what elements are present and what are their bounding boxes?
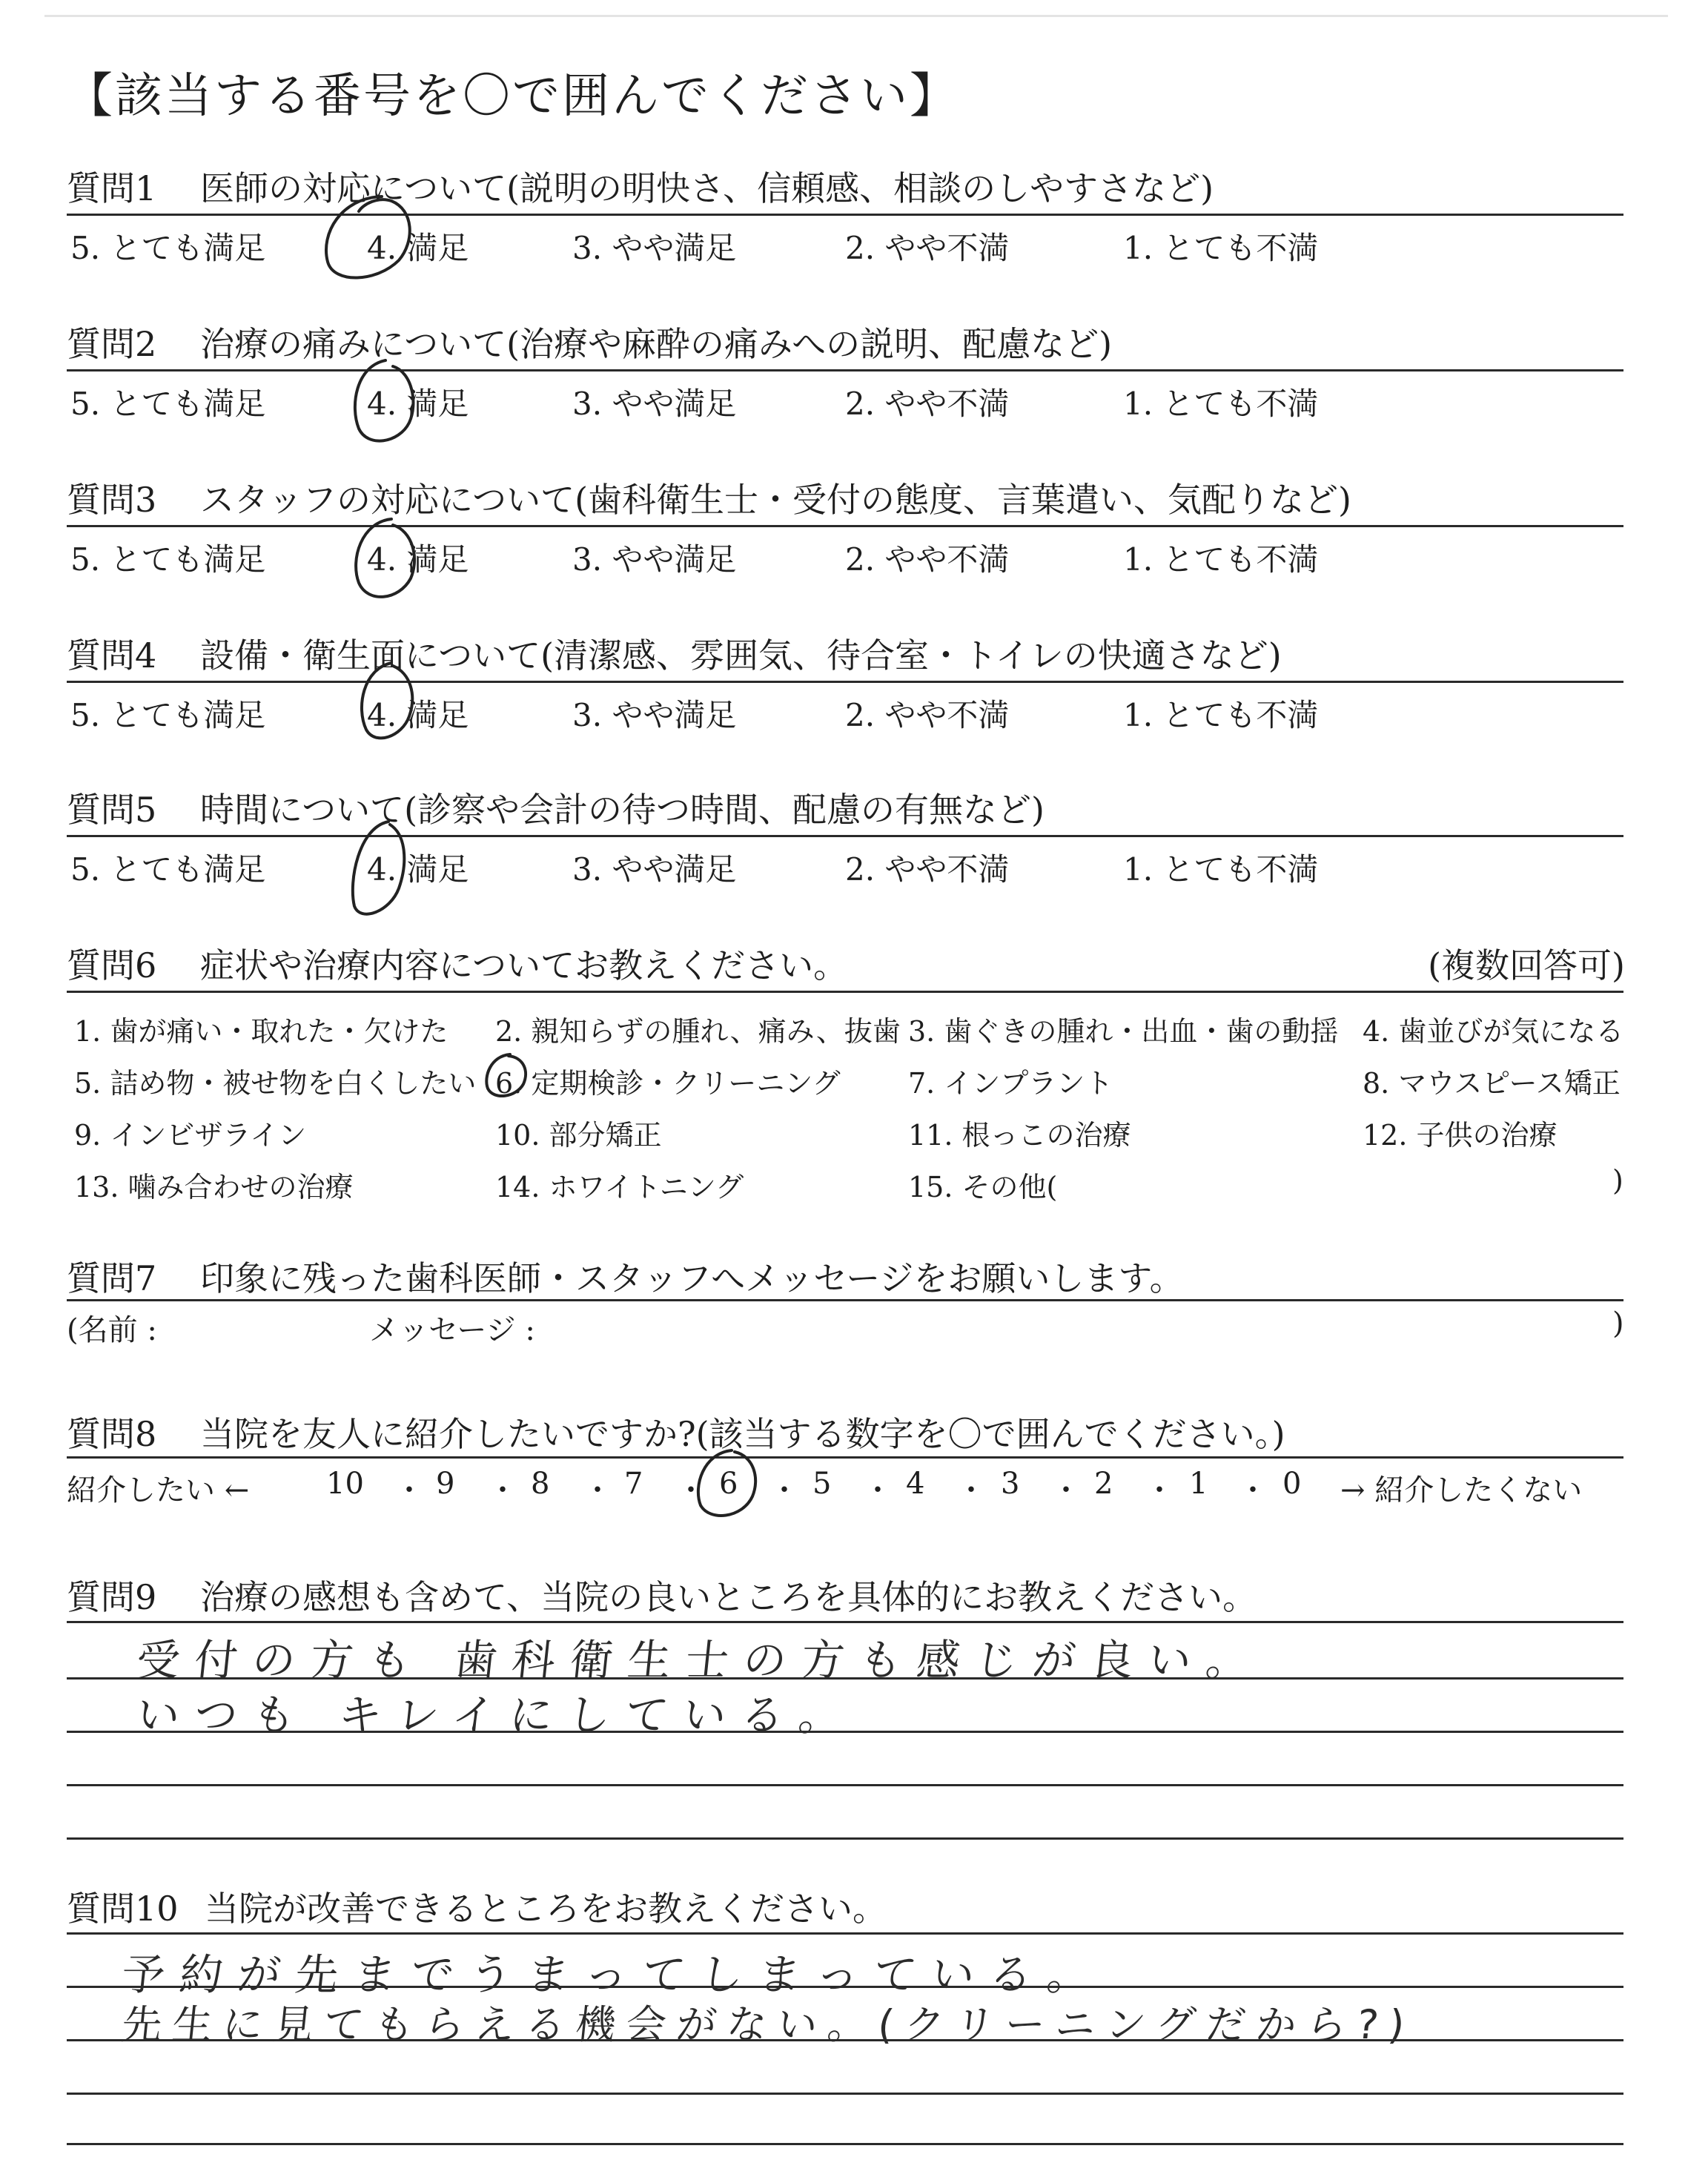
question-4-rule (67, 681, 1623, 683)
option-3[interactable]: 3. やや満足 (572, 230, 737, 266)
answer-line (67, 2093, 1623, 2095)
symptom-option-9[interactable]: 9. インビザライン (74, 1119, 307, 1152)
answer-line (67, 1784, 1623, 1786)
handwritten-answer-line-1: 受付の方も 歯科衛生士の方も感じが良い。 (133, 1635, 1267, 1685)
option-2[interactable]: 2. やや不満 (845, 541, 1010, 578)
option-5[interactable]: 5. とても満足 (70, 541, 266, 578)
question-10 (67, 1882, 1623, 1931)
symptom-option-6[interactable]: 6. 定期検診・クリーニング (495, 1067, 841, 1100)
scale-dot: ・ (863, 1473, 893, 1507)
question-text: 当院が改善できるところをお教えください。 (205, 1889, 887, 1929)
question-8-rule (67, 1456, 1623, 1459)
message-label: メッセージ : (369, 1313, 535, 1347)
question-5 (67, 783, 1623, 832)
scale-9[interactable]: 9 (436, 1467, 455, 1501)
recommend-right-label: → 紹介したくない (1340, 1473, 1583, 1507)
symptom-option-1[interactable]: 1. 歯が痛い・取れた・欠けた (74, 1015, 448, 1048)
question-7 (67, 1252, 1623, 1301)
symptom-option-10[interactable]: 10. 部分矯正 (495, 1119, 662, 1152)
answer-line (67, 2143, 1623, 2145)
scale-dot: ・ (769, 1473, 799, 1507)
scale-4[interactable]: 4 (906, 1467, 925, 1501)
other-close-paren: ) (1612, 1164, 1623, 1197)
question-text: 症状や治療内容についてお教えください。 (200, 945, 848, 985)
question-3-options (70, 535, 1627, 580)
question-2-options (70, 380, 1627, 424)
option-2[interactable]: 2. やや不満 (845, 386, 1010, 422)
scan-edge (44, 15, 1668, 17)
symptom-option-12[interactable]: 12. 子供の治療 (1363, 1119, 1558, 1152)
option-5[interactable]: 5. とても満足 (70, 230, 266, 266)
option-4[interactable]: 4. 満足 (367, 541, 469, 578)
question-6 (67, 939, 1623, 988)
option-1[interactable]: 1. とても不満 (1123, 386, 1319, 422)
option-4[interactable]: 4. 満足 (367, 697, 469, 733)
question-number: 質問7 (67, 1258, 157, 1298)
question-number: 質問9 (67, 1577, 157, 1617)
question-text: 当院を友人に紹介したいですか?(該当する数字を〇で囲んでください。) (200, 1414, 1285, 1454)
option-4[interactable]: 4. 満足 (367, 230, 469, 266)
multiple-answers-note: (複数回答可) (1428, 945, 1625, 985)
option-5[interactable]: 5. とても満足 (70, 386, 266, 422)
symptom-option-7[interactable]: 7. インプラント (908, 1067, 1113, 1100)
symptom-option-14[interactable]: 14. ホワイトニング (495, 1171, 744, 1203)
scale-dot: ・ (1051, 1473, 1081, 1507)
option-3[interactable]: 3. やや満足 (572, 851, 737, 888)
option-5[interactable]: 5. とても満足 (70, 697, 266, 733)
question-2-rule (67, 369, 1623, 371)
handwritten-answer-line-2: いつも キレイにしている。 (133, 1690, 860, 1740)
option-3[interactable]: 3. やや満足 (572, 541, 737, 578)
question-3 (67, 473, 1623, 522)
option-1[interactable]: 1. とても不満 (1123, 851, 1319, 888)
scale-dot: ・ (1238, 1473, 1268, 1507)
question-text: 治療の感想も含めて、当院の良いところを具体的にお教えください。 (200, 1577, 1257, 1617)
option-3[interactable]: 3. やや満足 (572, 386, 737, 422)
message-close-paren: ) (1612, 1307, 1624, 1341)
option-2[interactable]: 2. やや不満 (845, 697, 1010, 733)
question-text: 時間について(診察や会計の待つ時間、配慮の有無など) (200, 790, 1045, 830)
symptom-option-8[interactable]: 8. マウスピース矯正 (1363, 1067, 1621, 1100)
scale-dot: ・ (956, 1473, 986, 1507)
question-7-rule (67, 1299, 1623, 1301)
page-title: 【該当する番号を〇で囲んでください】 (65, 69, 959, 124)
scale-dot: ・ (394, 1473, 424, 1507)
question-5-options (70, 845, 1627, 890)
recommend-left-label: 紹介したい ← (67, 1473, 250, 1507)
question-1-rule (67, 214, 1623, 216)
scale-8[interactable]: 8 (531, 1467, 550, 1501)
option-3[interactable]: 3. やや満足 (572, 697, 737, 733)
question-5-rule (67, 835, 1623, 837)
question-2 (67, 317, 1623, 366)
handwritten-answer-line-2: 先生に見てもらえる機会がない。(クリーニングだから?) (119, 2001, 1417, 2048)
option-2[interactable]: 2. やや不満 (845, 230, 1010, 266)
question-3-rule (67, 525, 1623, 527)
option-4[interactable]: 4. 満足 (367, 386, 469, 422)
question-number: 質問10 (67, 1889, 179, 1929)
question-number: 質問4 (67, 635, 157, 676)
symptom-option-3[interactable]: 3. 歯ぐきの腫れ・出血・歯の動揺 (908, 1015, 1339, 1048)
question-number: 質問8 (67, 1414, 157, 1454)
handwritten-answer-line-1: 予約が先までうまってしまっている。 (119, 1949, 1108, 2000)
scale-dot: ・ (676, 1473, 706, 1507)
answer-line (67, 1621, 1623, 1623)
question-text: 設備・衛生面について(清潔感、雰囲気、待合室・トイレの快適さなど) (200, 635, 1282, 676)
option-5[interactable]: 5. とても満足 (70, 851, 266, 888)
symptom-option-5[interactable]: 5. 詰め物・被せ物を白くしたい (74, 1067, 477, 1100)
option-4[interactable]: 4. 満足 (367, 851, 469, 888)
scale-2[interactable]: 2 (1094, 1467, 1113, 1501)
question-4-options (70, 691, 1627, 736)
scale-7[interactable]: 7 (624, 1467, 643, 1501)
question-text: 医師の対応について(説明の明快さ、信頼感、相談のしやすさなど) (200, 168, 1214, 208)
scale-0[interactable]: 0 (1282, 1467, 1302, 1501)
question-9 (67, 1571, 1623, 1619)
scale-dot: ・ (583, 1473, 612, 1507)
question-4 (67, 629, 1623, 678)
question-number: 質問1 (67, 168, 157, 208)
symptom-option-15[interactable]: 15. その他( (908, 1171, 1058, 1203)
option-1[interactable]: 1. とても不満 (1123, 697, 1319, 733)
question-number: 質問2 (67, 324, 157, 364)
answer-line (67, 1932, 1623, 1935)
symptom-option-2[interactable]: 2. 親知らずの腫れ、痛み、抜歯 (495, 1015, 901, 1048)
scale-10[interactable]: 10 (326, 1467, 364, 1501)
question-1 (67, 162, 1623, 211)
name-label: (名前 : (67, 1313, 157, 1347)
option-2[interactable]: 2. やや不満 (845, 851, 1010, 888)
question-text: スタッフの対応について(歯科衛生士・受付の態度、言葉遣い、気配りなど) (200, 480, 1351, 520)
option-1[interactable]: 1. とても不満 (1123, 541, 1319, 578)
question-number: 質問5 (67, 790, 157, 830)
question-1-options (70, 224, 1627, 268)
symptom-option-11[interactable]: 11. 根っこの治療 (908, 1119, 1131, 1152)
scale-3[interactable]: 3 (1001, 1467, 1020, 1501)
question-6-rule (67, 991, 1623, 993)
question-text: 治療の痛みについて(治療や麻酔の痛みへの説明、配慮など) (200, 324, 1113, 364)
scale-dot: ・ (1145, 1473, 1174, 1507)
scale-dot: ・ (488, 1473, 517, 1507)
scale-6[interactable]: 6 (719, 1467, 738, 1501)
question-8 (67, 1407, 1623, 1456)
option-1[interactable]: 1. とても不満 (1123, 230, 1319, 266)
scale-1[interactable]: 1 (1189, 1467, 1208, 1501)
answer-line (67, 1837, 1623, 1840)
symptom-option-13[interactable]: 13. 噛み合わせの治療 (74, 1171, 354, 1203)
question-number: 質問3 (67, 480, 157, 520)
scale-5[interactable]: 5 (812, 1467, 832, 1501)
symptom-option-4[interactable]: 4. 歯並びが気になる (1363, 1015, 1624, 1048)
question-text: 印象に残った歯科医師・スタッフへメッセージをお願いします。 (200, 1258, 1184, 1298)
question-number: 質問6 (67, 945, 157, 985)
